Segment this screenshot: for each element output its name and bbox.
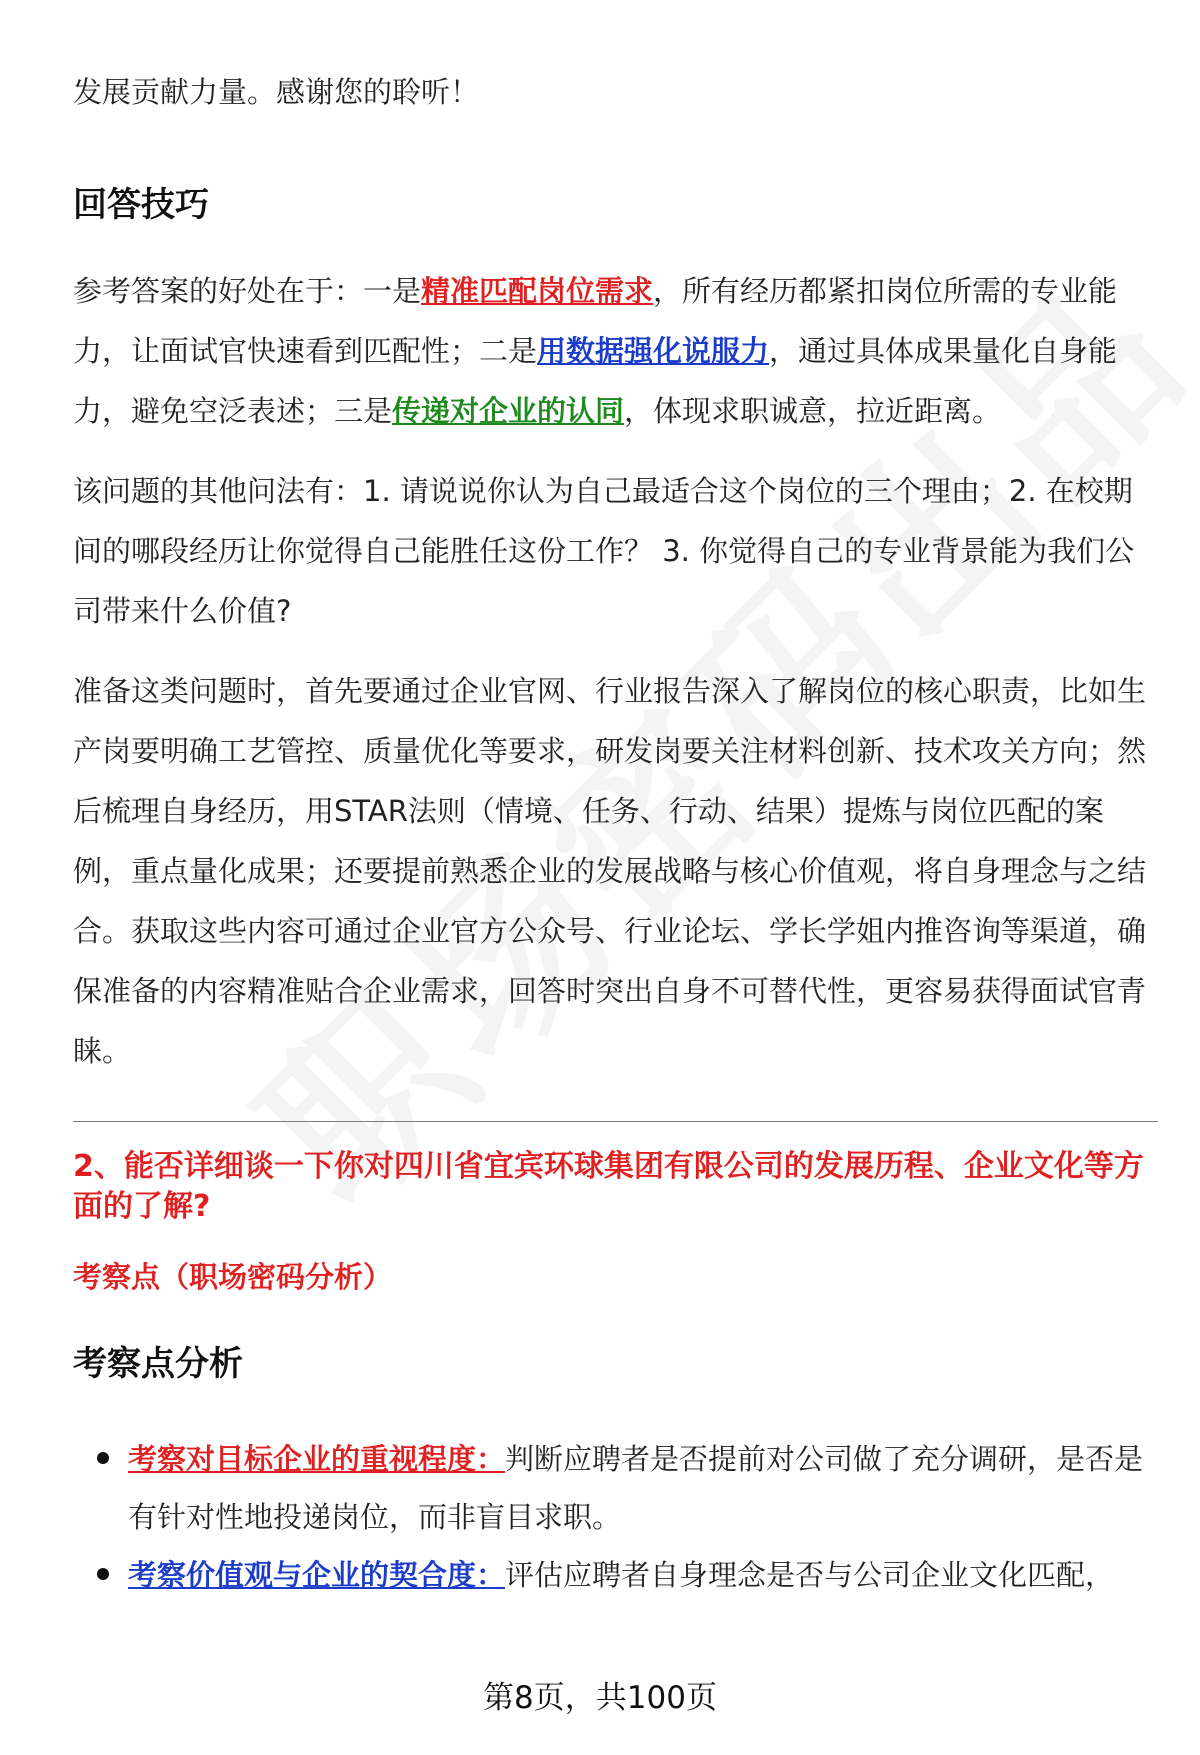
bullet-label-importance: 考察对目标企业的重视程度： [128,1442,506,1476]
analysis-heading: 考察点分析 [73,1344,243,1384]
highlight-data-persuasion: 用数据强化说服力 [537,334,770,368]
analysis-list [73,1430,1158,1604]
tips-paragraph-2: 该问题的其他问法有：1. 请说说你认为自己最适合这个岗位的三个理由；2. 在校期间的哪段经历让你觉得自己能胜任这份工作？ 3. 你觉得自己的专业背景能为我们公司带来什么价值? [73,474,1135,628]
continuation-text: 发展贡献力量。感谢您的聆听！ [73,75,480,109]
highlight-company-recognition: 传递对企业的认同 [392,394,625,428]
list-item [73,1430,1158,1546]
tips-paragraph-3: 准备这类问题时，首先要通过企业官网、行业报告深入了解岗位的核心职责，比如生产岗要明确工艺管控、质量优化等要求，研发岗要关注材料创新、技术攻关方向；然后梳理自身经历，用STAR法则（情境、任务、行动、结果）提炼与岗位匹配的案例，重点量化成果；还要提前熟悉企业的发展战略与核心价值观，将自身理念与之结合。获取这些内容可通过企业官方公众号、行业论坛、学长学姐内推咨询等渠道，确保准备的内容精准贴合企业需求，回答时突出自身不可替代性，更容易获得面试官青睐。 [73,674,1147,1068]
page-number: 第8页，共100页 [483,1680,717,1716]
para1-text-1: 参考答案的好处在于：一是 [73,274,422,308]
bullet-text: 评估应聘者自身理念是否与公司企业文化匹配， [505,1558,1115,1592]
para1-text-3: ，通过具体成果量化自身能力，避免空泛表述；三是 [73,334,1118,428]
question-2-title: 2、能否详细谈一下你对四川省宜宾环球集团有限公司的发展历程、企业文化等方面的了解? [73,1149,1144,1224]
bullet-text: 判断应聘者是否提前对公司做了充分调研，是否是有针对性地投递岗位，而非盲目求职。 [128,1442,1144,1534]
highlight-precise-match: 精准匹配岗位需求 [421,274,654,308]
tips-paragraph-1 [73,261,1158,441]
para1-text-2: ，所有经历都紧扣岗位所需的专业能力，让面试官快速看到匹配性；二是 [73,274,1118,368]
page-content [73,62,1158,1604]
para1-text-4: ，体现求职诚意，拉近距离。 [624,394,1002,428]
list-item [73,1546,1158,1604]
section-divider [73,1121,1158,1122]
tips-heading: 回答技巧 [73,185,209,225]
question-2-subtitle: 考察点（职场密码分析） [73,1260,393,1294]
bullet-label-values: 考察价值观与企业的契合度： [128,1558,506,1592]
